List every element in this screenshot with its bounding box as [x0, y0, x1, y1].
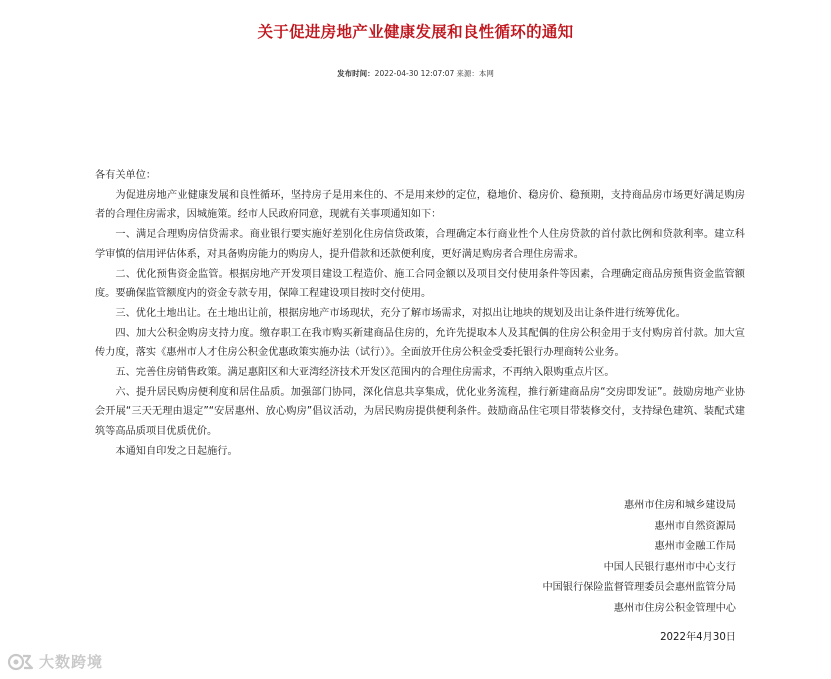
publish-time-label: 发布时间： — [337, 69, 375, 78]
watermark-text: 大数跨境 — [39, 653, 104, 671]
signatory: 中国银行保险监督管理委员会惠州监管分局 — [542, 582, 736, 594]
signatory: 惠州市住房公积金管理中心 — [613, 602, 736, 614]
source-label: 来源： — [456, 69, 479, 78]
publish-meta — [0, 68, 831, 79]
paragraph-item-5: 五、完善住房销售政策。满足惠阳区和大亚湾经济技术开发区范围内的合理住房需求，不再纳入限购重点片区。 — [115, 367, 615, 379]
paragraph-item-2: 二、优化预售资金监管。根据房地产开发项目建设工程造价、施工合同金额以及项目交付使用条件等因素，合理确定商品房预售资金监管额度。要确保监管额度内的资金专款专用，保障工程建设项目按时交付使用。 — [95, 268, 745, 300]
paragraph-item-6: 六、提升居民购房便利度和居住品质。加强部门协同，深化信息共享集成，优化业务流程，推行新建商品房“交房即发证”。鼓励房地产业协会开展“三天无理由退定”“安居惠州、放心购房”倡议活动，为居民购房提供便利条件。鼓励商品住宅项目带装修交付，支持绿色建筑、装配式建筑等高品质项目优质优价。 — [95, 386, 745, 438]
paragraph-intro: 为促进房地产业健康发展和良性循环，坚持房子是用来住的、不是用来炒的定位，稳地价、稳房价、稳预期，支持商品房市场更好满足购房者的合理住房需求，因城施策。经市人民政府同意，现就有关事项通知如下： — [95, 189, 745, 221]
paragraph-item-1: 一、满足合理购房信贷需求。商业银行要实施好差别化住房信贷政策，合理确定本行商业性个人住房贷款的首付款比例和贷款利率。建立科学审慎的信用评估体系，对具备购房能力的购房人，提升借款和还款便利度，更好满足购房者合理住房需求。 — [95, 229, 745, 260]
signatory: 惠州市金融工作局 — [654, 541, 736, 553]
signatory-block — [542, 496, 736, 648]
document-date: 2022年4月30日 — [660, 631, 736, 643]
signatory: 惠州市自然资源局 — [654, 520, 736, 532]
document-title: 关于促进房地产业健康发展和良性循环的通知 — [257, 23, 574, 41]
paragraph-item-4: 四、加大公积金购房支持力度。缴存职工在我市购买新建商品住房的，允许先提取本人及其配偶的住房公积金用于支付购房首付款。加大宣传力度，落实《惠州市人才住房公积金优惠政策实施办法（试行）》。全面放开住房公积金受委托银行办理商转公业务。 — [95, 327, 745, 359]
paragraph-item-3: 三、优化土地出让。在土地出让前，根据房地产市场现状，充分了解市场需求，对拟出让地块的规划及出让条件进行统筹优化。 — [115, 307, 686, 319]
publish-time: 2022-04-30 12:07:07 — [374, 69, 455, 78]
document-body — [95, 166, 745, 462]
signatory: 中国人民银行惠州市中心支行 — [603, 561, 736, 573]
salutation: 各有关单位： — [95, 170, 157, 181]
watermark — [6, 651, 103, 672]
paragraph-effective: 本通知自印发之日起施行。 — [115, 445, 238, 457]
watermark-logo-icon — [6, 652, 36, 672]
signatory: 惠州市住房和城乡建设局 — [623, 500, 736, 511]
source-value: 本网 — [478, 69, 494, 78]
